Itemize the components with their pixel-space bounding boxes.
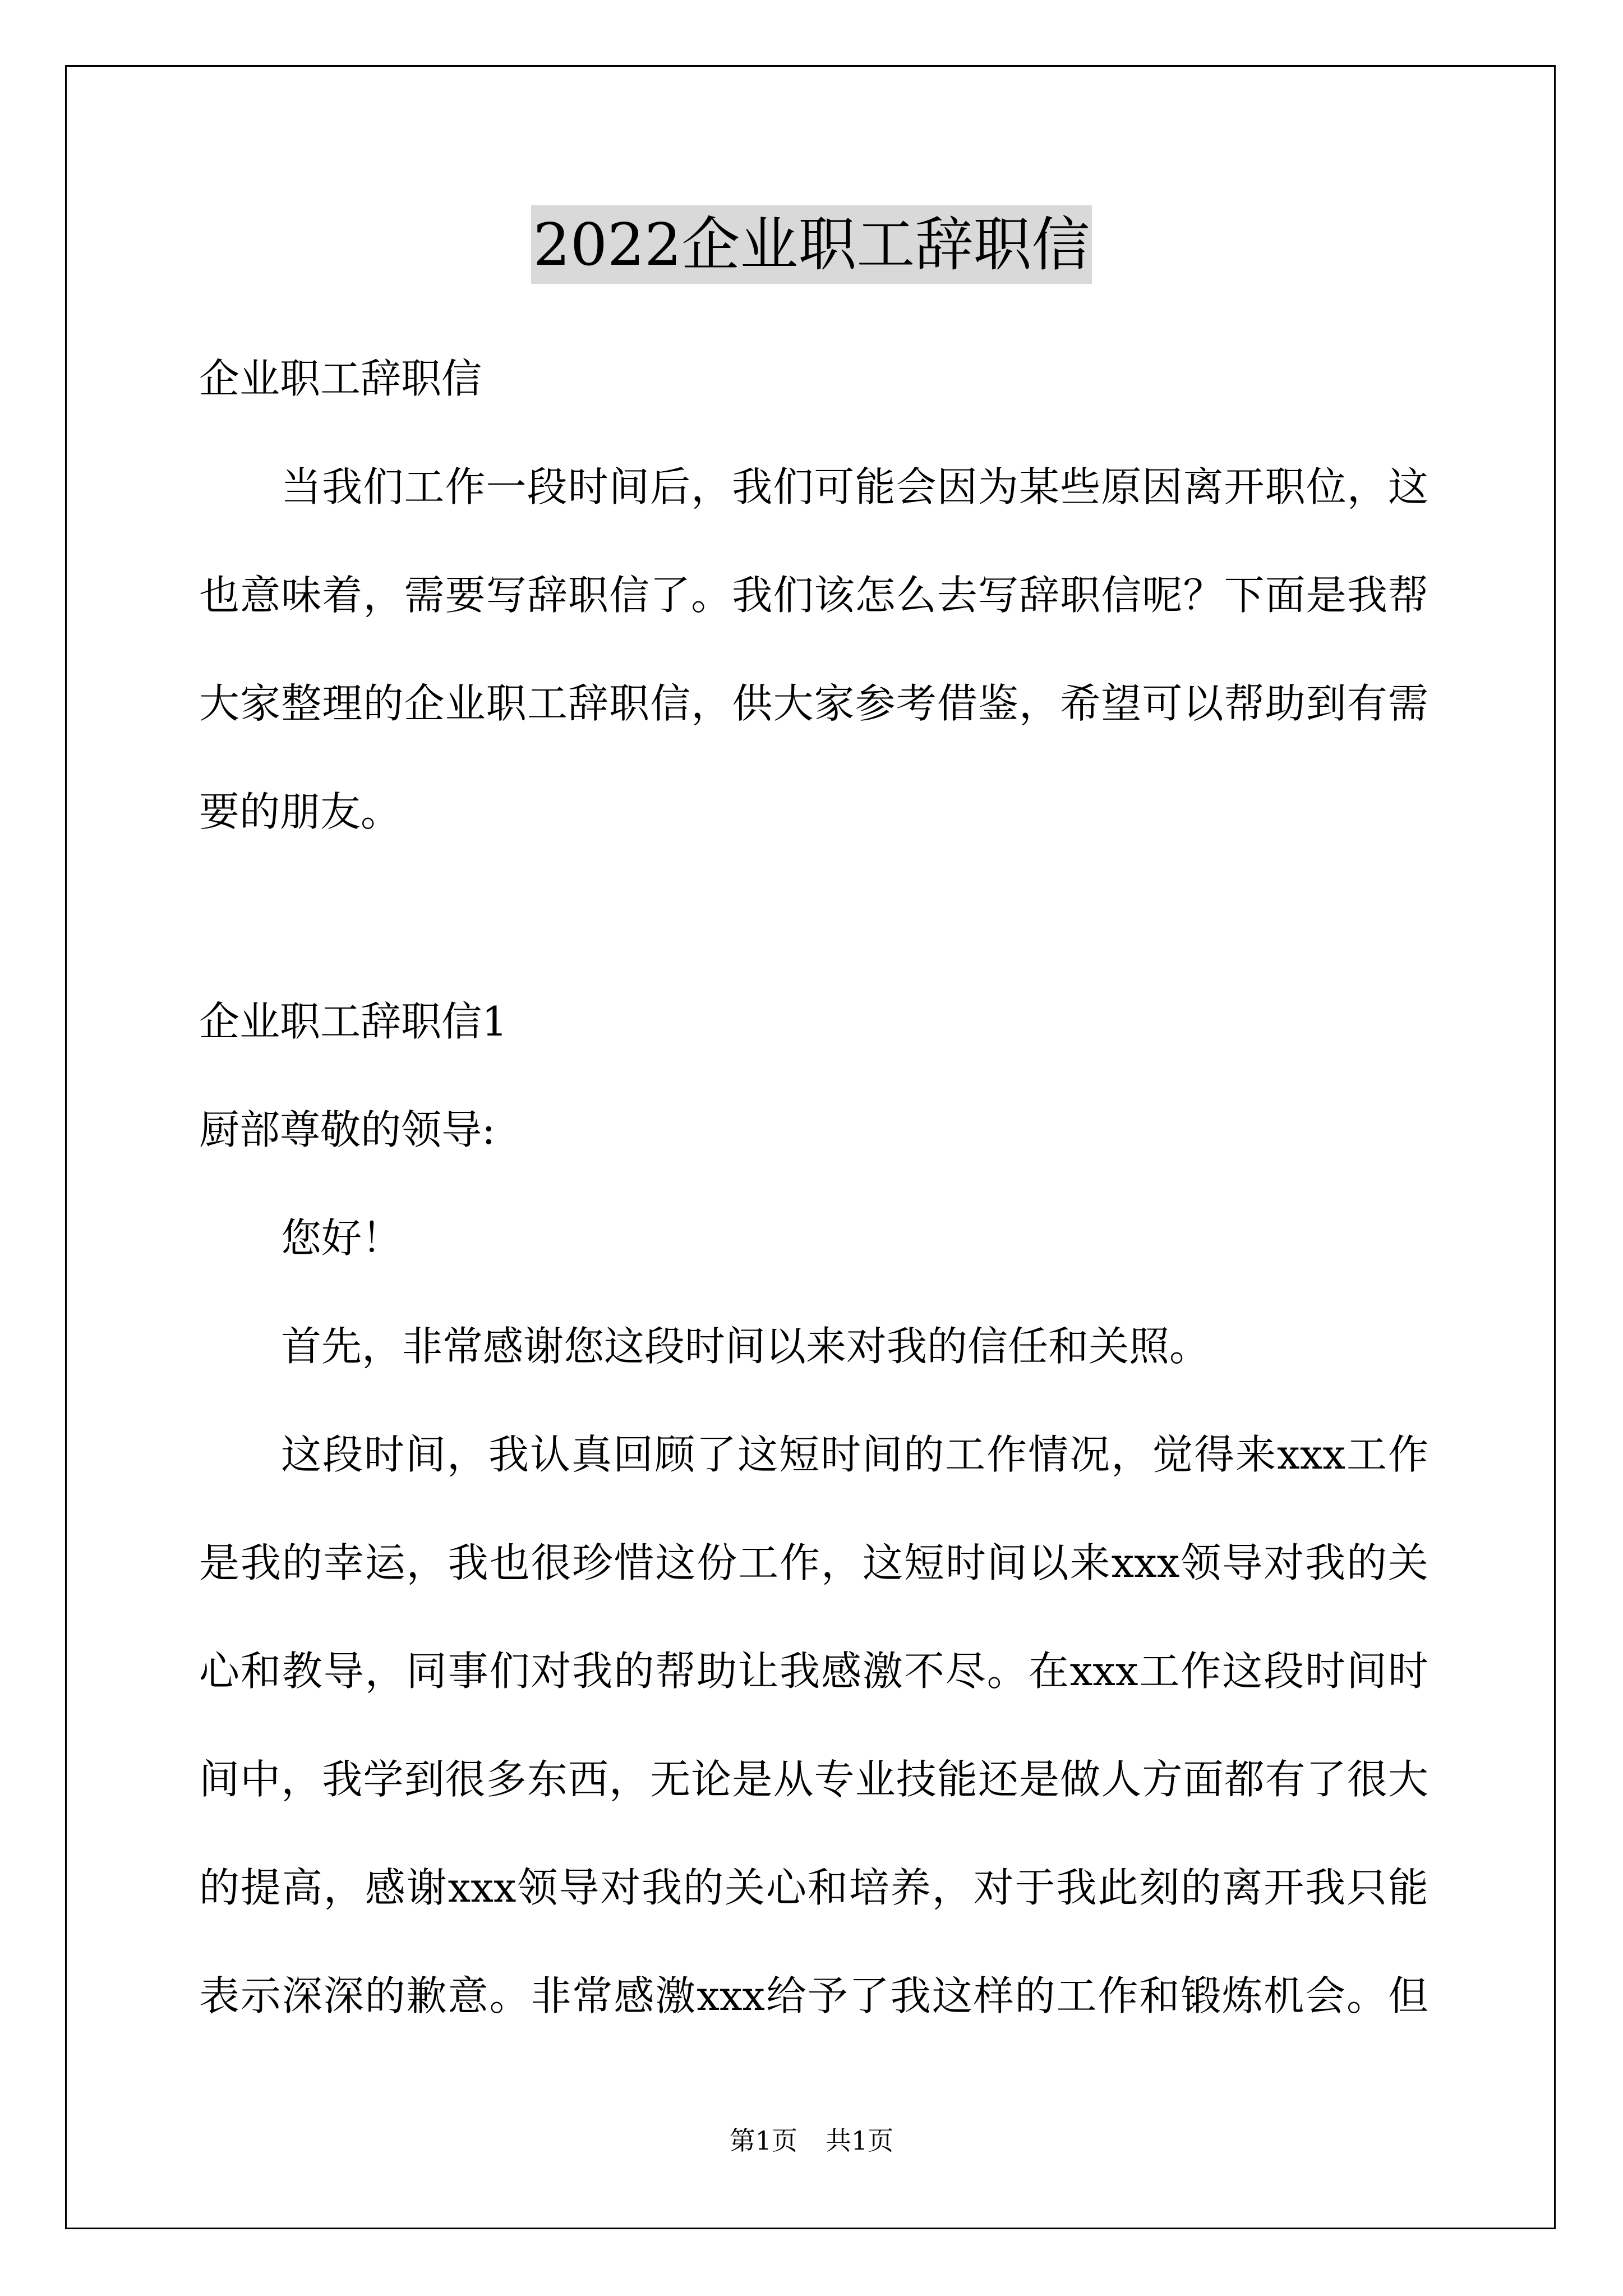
intro-line: 要的朋友。 bbox=[199, 788, 402, 835]
body-line: 间中，我学到很多东西，无论是从专业技能还是做人方面都有了很大 bbox=[199, 1756, 1428, 1803]
page-footer bbox=[0, 2124, 1623, 2157]
body-line: 这段时间，我认真回顾了这短时间的工作情况，觉得来xxx工作 bbox=[281, 1431, 1428, 1478]
page-number-current: 第1页 bbox=[729, 2125, 797, 2156]
document-subtitle: 企业职工辞职信 bbox=[199, 355, 482, 402]
salutation: 厨部尊敬的领导: bbox=[199, 1106, 496, 1153]
body-line: 表示深深的歉意。非常感激xxx给予了我这样的工作和锻炼机会。但 bbox=[199, 1972, 1428, 2019]
body-paragraph: 首先，非常感谢您这段时间以来对我的信任和关照。 bbox=[281, 1323, 1210, 1370]
page-number-total: 共1页 bbox=[826, 2125, 894, 2156]
greeting: 您好！ bbox=[281, 1214, 403, 1262]
body-line: 的提高，感谢xxx领导对我的关心和培养，对于我此刻的离开我只能 bbox=[199, 1864, 1428, 1911]
section-heading: 企业职工辞职信1 bbox=[199, 998, 508, 1045]
intro-line: 也意味着，需要写辞职信了。我们该怎么去写辞职信呢？下面是我帮 bbox=[199, 572, 1428, 619]
body-line: 心和教导，同事们对我的帮助让我感激不尽。在xxx工作这段时间时 bbox=[199, 1648, 1428, 1695]
title-container bbox=[0, 205, 1623, 284]
intro-line: 当我们工作一段时间后，我们可能会因为某些原因离开职位，这 bbox=[281, 463, 1428, 510]
body-line: 是我的幸运，我也很珍惜这份工作，这短时间以来xxx领导对我的关 bbox=[199, 1539, 1428, 1586]
document-title: 2022企业职工辞职信 bbox=[531, 205, 1092, 284]
intro-line: 大家整理的企业职工辞职信，供大家参考借鉴，希望可以帮助到有需 bbox=[199, 680, 1428, 727]
